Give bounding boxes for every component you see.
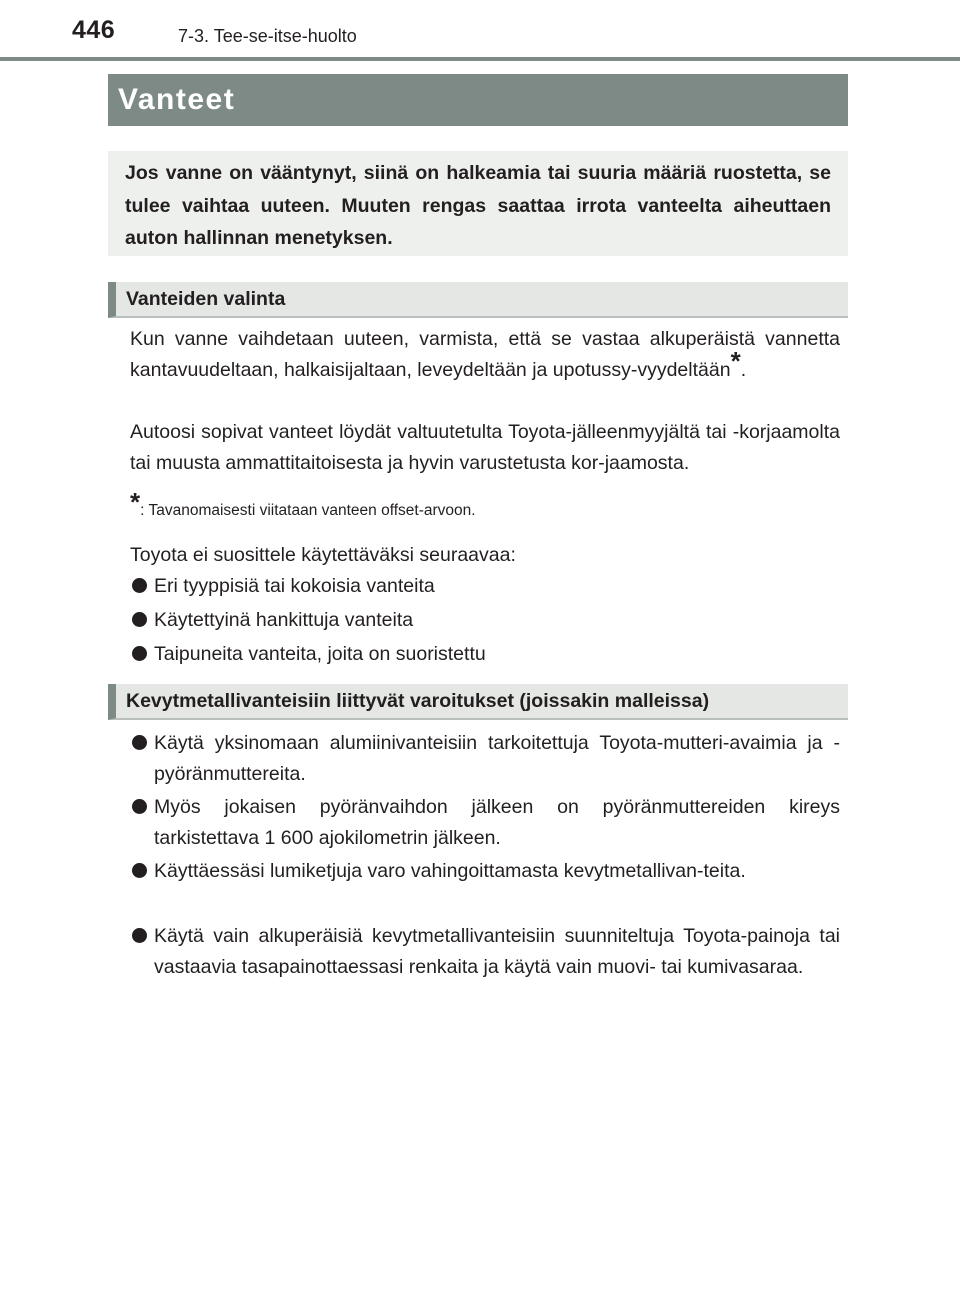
bullet-icon xyxy=(132,863,147,878)
footnote-marker: * xyxy=(130,487,141,517)
list-item xyxy=(130,856,840,887)
bullet-icon xyxy=(132,578,147,593)
header-rule xyxy=(0,57,960,61)
section-path: 7-3. Tee-se-itse-huolto xyxy=(178,26,357,46)
intro-text: Jos vanne on vääntynyt, siinä on halkeamia tai suuria määriä ruostetta, se tulee vaihtaa uuteen. Muuten rengas saattaa irrota vanteelta aiheuttaen auton hallinnan menetyksen. xyxy=(125,162,831,249)
list-item-text: Eri tyyppisiä tai kokoisia vanteita xyxy=(154,575,435,597)
bullet-icon xyxy=(132,928,147,943)
section-heading-alloy-wheels xyxy=(108,684,848,720)
rim-selection-paragraph-2 xyxy=(130,417,840,479)
footnote-marker: * xyxy=(730,346,741,376)
list-item-text: Käyttäessäsi lumiketjuja varo vahingoittamasta kevytmetallivan-teita. xyxy=(154,860,746,882)
page-title: Vanteet xyxy=(108,74,848,126)
page-number: 446 xyxy=(72,16,116,44)
list-item xyxy=(130,728,840,790)
section-heading-text: Kevytmetallivanteisiin liittyvät varoitukset (joissakin malleissa) xyxy=(126,690,710,712)
list-item xyxy=(130,571,840,602)
footnote xyxy=(130,487,840,523)
bullet-icon xyxy=(132,735,147,750)
rim-selection-paragraph-1 xyxy=(130,324,840,386)
paragraph-end: . xyxy=(740,359,747,381)
not-recommended-lead: Toyota ei suosittele käytettäväksi seuraavaa: xyxy=(130,544,516,566)
list-item xyxy=(130,639,840,670)
section-heading-rim-selection xyxy=(108,282,848,318)
list-item xyxy=(130,921,840,983)
bullet-icon xyxy=(132,612,147,627)
section-heading-text: Vanteiden valinta xyxy=(126,288,286,310)
paragraph-text: Autoosi sopivat vanteet löydät valtuutetulta Toyota-jälleenmyyjältä tai -korjaamolta tai muusta ammattitaitoisesta ja hyvin varustetusta kor-jaamosta. xyxy=(130,421,840,474)
intro-box xyxy=(108,151,848,256)
list-item-text: Käytä yksinomaan alumiinivanteisiin tarkoitettuja Toyota-mutteri-avaimia ja -pyöränmuttereita. xyxy=(154,732,840,785)
list-item-text: Käytettyinä hankittuja vanteita xyxy=(154,609,414,631)
list-item xyxy=(130,792,840,854)
footnote-text: : Tavanomaisesti viitataan vanteen offset-arvoon. xyxy=(140,502,476,519)
paragraph-text: Kun vanne vaihdetaan uuteen, varmista, että se vastaa alkuperäistä vannetta kantavuudeltaan, halkaisijaltaan, leveydeltään ja upotussy-vyydeltään xyxy=(130,328,840,381)
list-item-text: Myös jokaisen pyöränvaihdon jälkeen on pyöränmuttereiden kireys tarkistettava 1 600 ajokilometrin jälkeen. xyxy=(154,796,840,849)
bullet-icon xyxy=(132,799,147,814)
bullet-icon xyxy=(132,646,147,661)
list-item-text: Käytä vain alkuperäisiä kevytmetallivanteisiin suunniteltuja Toyota-painoja tai vastaavia tasapainottaessasi renkaita ja käytä vain muovi- tai kumivasaraa. xyxy=(154,925,840,978)
list-item xyxy=(130,605,840,636)
list-item-text: Taipuneita vanteita, joita on suoristettu xyxy=(154,643,486,665)
